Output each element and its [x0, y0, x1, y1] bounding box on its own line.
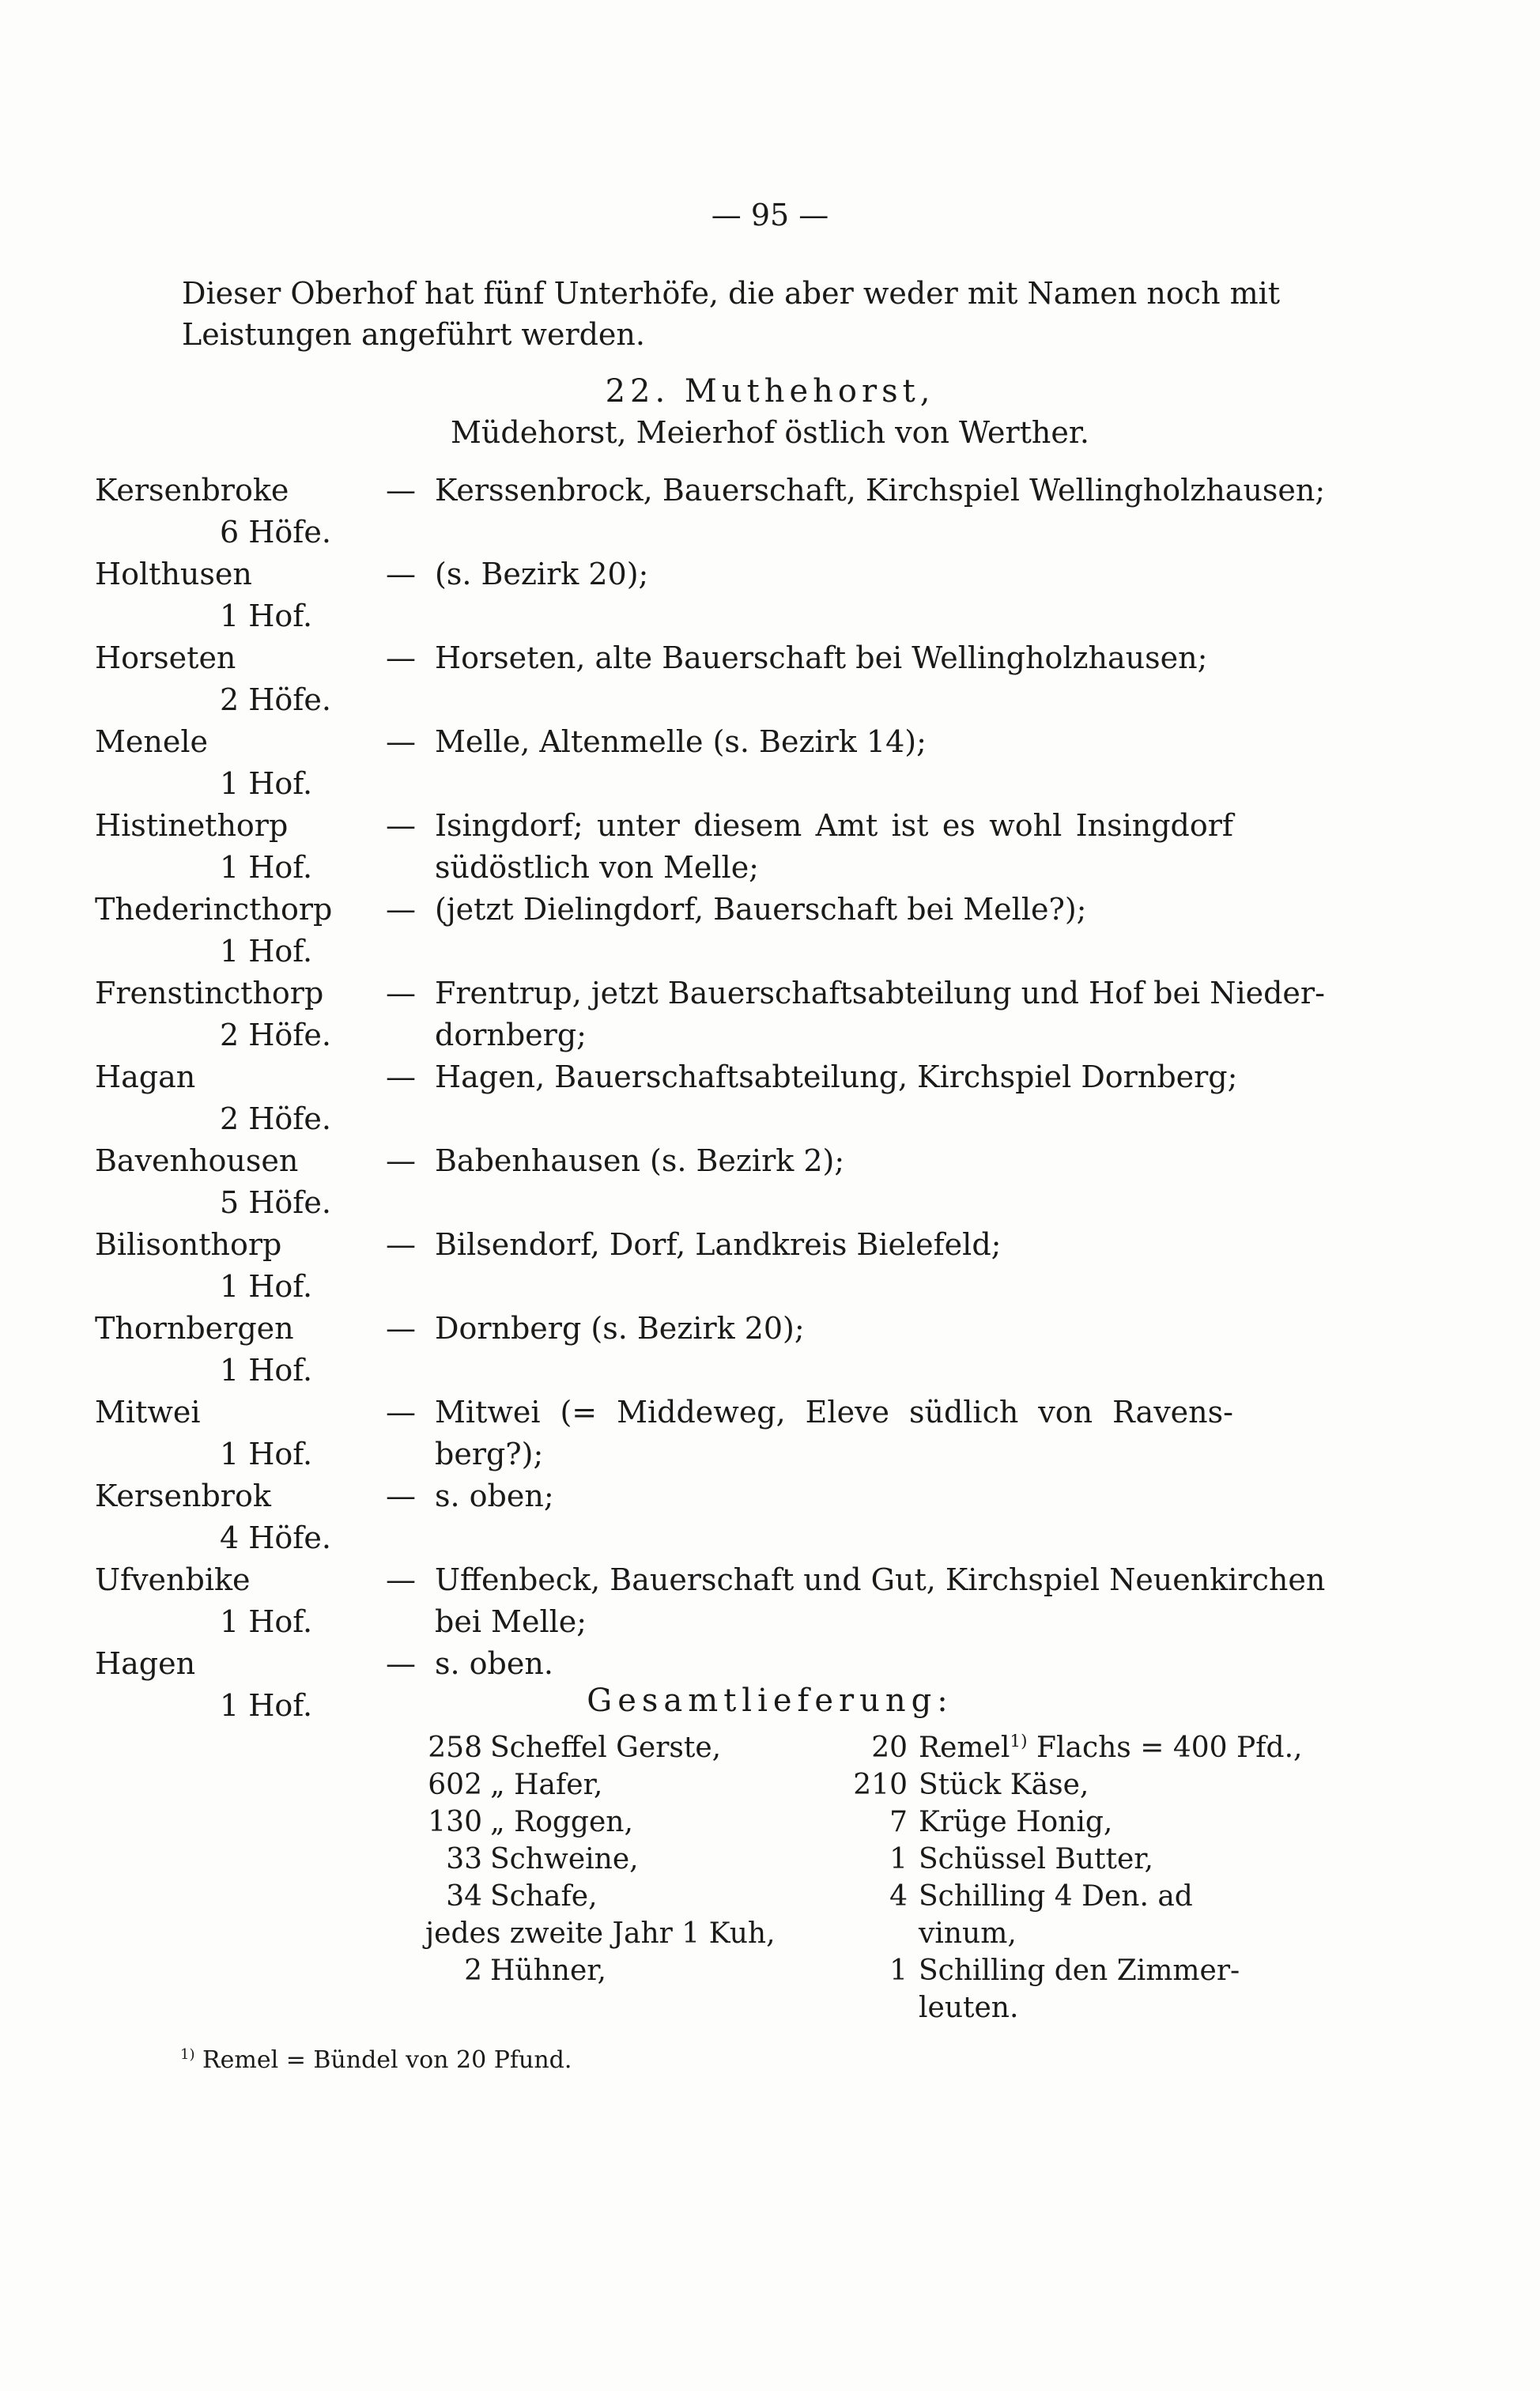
- entry-description: Horseten, alte Bauerschaft bei Wellingholzhausen;: [435, 640, 1208, 675]
- entry-count: 4 Höfe.: [220, 1520, 331, 1555]
- total-quantity: 33: [446, 1843, 482, 1875]
- total-item: [919, 1732, 1302, 1764]
- entry-dash: —: [386, 808, 416, 843]
- total-item-text: Flachs = 400 Pfd.,: [1027, 1732, 1303, 1764]
- entry-count: 2 Höfe.: [220, 682, 331, 717]
- entry-name: Bavenhousen: [95, 1143, 299, 1178]
- total-item: Schweine,: [490, 1843, 639, 1875]
- total-item-text: Remel: [919, 1732, 1010, 1764]
- entry-count: 1 Hof.: [220, 1269, 313, 1304]
- total-quantity: 2: [464, 1955, 482, 1987]
- total-item: Scheffel Gerste,: [490, 1732, 722, 1764]
- total-item-text: vinum,: [919, 1917, 1017, 1950]
- entry-name: Frenstincthorp: [95, 976, 324, 1010]
- entry-description: (jetzt Dielingdorf, Bauerschaft bei Melle?);: [435, 892, 1087, 927]
- total-item-text: Stück Käse,: [919, 1769, 1089, 1801]
- entry-dash: —: [386, 640, 416, 675]
- total-quantity: 20: [871, 1732, 908, 1764]
- entry-count: 1 Hof.: [220, 934, 313, 969]
- entry-count: 1 Hof.: [220, 1604, 313, 1639]
- total-item: „ Roggen,: [490, 1806, 633, 1838]
- entry-dash: —: [386, 1395, 416, 1430]
- total-quantity: 34: [446, 1880, 482, 1913]
- total-item: [919, 1843, 1153, 1875]
- total-item-text: Krüge Honig,: [919, 1806, 1113, 1838]
- entry-description: Mitwei (= Middeweg, Eleve südlich von Ravens-: [435, 1395, 1233, 1430]
- entry-count: 1 Hof.: [220, 766, 313, 801]
- entry-description: s. oben.: [435, 1646, 553, 1681]
- total-item-text: Schilling den Zimmer-: [919, 1955, 1240, 1987]
- entry-description: Babenhausen (s. Bezirk 2);: [435, 1143, 845, 1178]
- entry-name: Ufvenbike: [95, 1562, 251, 1597]
- entry-name: Kersenbroke: [95, 473, 289, 508]
- total-item: [919, 1769, 1089, 1801]
- entry-description: (s. Bezirk 20);: [435, 557, 649, 591]
- entry-count: 1 Hof.: [220, 599, 313, 633]
- entry-name: Menele: [95, 724, 209, 759]
- total-quantity: 1: [889, 1843, 908, 1875]
- entry-name: Horseten: [95, 640, 236, 675]
- total-quantity: 4: [889, 1880, 908, 1913]
- entry-description: Dornberg (s. Bezirk 20);: [435, 1311, 805, 1346]
- entry-dash: —: [386, 557, 416, 591]
- total-item: [919, 1880, 1193, 1913]
- total-quantity: 7: [889, 1806, 908, 1838]
- footnote: [180, 2046, 572, 2074]
- entry-description: Hagen, Bauerschaftsabteilung, Kirchspiel Dornberg;: [435, 1060, 1238, 1094]
- entry-description: Bilsendorf, Dorf, Landkreis Bielefeld;: [435, 1227, 1002, 1262]
- entry-description: Kerssenbrock, Bauerschaft, Kirchspiel Wellingholzhausen;: [435, 473, 1326, 508]
- total-item: Schafe,: [490, 1880, 598, 1913]
- entry-count: 1 Hof.: [220, 1353, 313, 1388]
- total-item-text: Schüssel Butter,: [919, 1843, 1153, 1875]
- footnote-reference: 1): [1010, 1732, 1028, 1751]
- footnote-marker: 1): [180, 2046, 195, 2063]
- entry-count: 6 Höfe.: [220, 515, 331, 550]
- entry-name: Mitwei: [95, 1395, 201, 1430]
- entry-count: 2 Höfe.: [220, 1101, 331, 1136]
- page-number: — 95 —: [711, 198, 829, 232]
- total-quantity: 130: [428, 1806, 482, 1838]
- entry-description: Isingdorf; unter diesem Amt ist es wohl Insingdorf: [435, 808, 1233, 843]
- total-quantity: 1: [889, 1955, 908, 1987]
- entry-name: Hagan: [95, 1060, 196, 1094]
- entry-dash: —: [386, 1227, 416, 1262]
- total-item: [919, 1955, 1240, 1987]
- entry-name: Kersenbrok: [95, 1479, 271, 1513]
- total-item: „ Hafer,: [490, 1769, 603, 1801]
- entry-dash: —: [386, 724, 416, 759]
- entry-dash: —: [386, 976, 416, 1010]
- intro-line-2: Leistungen angeführt werden.: [182, 317, 645, 352]
- entry-dash: —: [386, 1479, 416, 1513]
- entry-dash: —: [386, 1311, 416, 1346]
- entry-name: Thederincthorp: [95, 892, 333, 927]
- entry-count: 1 Hof.: [220, 1688, 313, 1723]
- entry-dash: —: [386, 892, 416, 927]
- entry-count: 5 Höfe.: [220, 1185, 331, 1220]
- entry-name: Histinethorp: [95, 808, 289, 843]
- entry-description: südöstlich von Melle;: [435, 850, 759, 885]
- intro-line-1: Dieser Oberhof hat fünf Unterhöfe, die aber weder mit Namen noch mit: [182, 276, 1281, 311]
- entry-description: Melle, Altenmelle (s. Bezirk 14);: [435, 724, 927, 759]
- total-quantity: 602: [428, 1769, 482, 1801]
- entry-name: Hagen: [95, 1646, 196, 1681]
- total-quantity: 258: [428, 1732, 482, 1764]
- entry-description: Frentrup, jetzt Bauerschaftsabteilung und Hof bei Nieder-: [435, 976, 1325, 1010]
- entry-name: Thornbergen: [95, 1311, 294, 1346]
- entry-description: bei Melle;: [435, 1604, 587, 1639]
- entry-dash: —: [386, 1646, 416, 1681]
- entry-count: 1 Hof.: [220, 1437, 313, 1471]
- footnote-text: Remel = Bündel von 20 Pfund.: [202, 2046, 572, 2074]
- entry-description: dornberg;: [435, 1018, 587, 1052]
- entry-dash: —: [386, 1143, 416, 1178]
- entry-dash: —: [386, 1562, 416, 1597]
- total-item: Hühner,: [490, 1955, 606, 1987]
- entry-description: berg?);: [435, 1437, 544, 1471]
- total-item: [919, 1917, 1017, 1950]
- total-item: [919, 1992, 1018, 2024]
- section-title: 22. Muthehorst,: [605, 373, 935, 410]
- total-item-text: Schilling 4 Den. ad: [919, 1880, 1193, 1913]
- totals-heading: Gesamtlieferung:: [587, 1683, 953, 1719]
- entry-count: 2 Höfe.: [220, 1018, 331, 1052]
- section-subtitle: Müdehorst, Meierhof östlich von Werther.: [451, 415, 1089, 450]
- total-quantity: 210: [853, 1769, 908, 1801]
- entry-dash: —: [386, 1060, 416, 1094]
- entry-description: Uffenbeck, Bauerschaft und Gut, Kirchspiel Neuenkirchen: [435, 1562, 1326, 1597]
- total-item-text: leuten.: [919, 1992, 1019, 2024]
- entry-count: 1 Hof.: [220, 850, 313, 885]
- total-item: [919, 1806, 1112, 1838]
- total-item: jedes zweite Jahr 1 Kuh,: [425, 1917, 776, 1950]
- entry-name: Holthusen: [95, 557, 252, 591]
- entry-dash: —: [386, 473, 416, 508]
- entry-name: Bilisonthorp: [95, 1227, 282, 1262]
- entry-description: s. oben;: [435, 1479, 554, 1513]
